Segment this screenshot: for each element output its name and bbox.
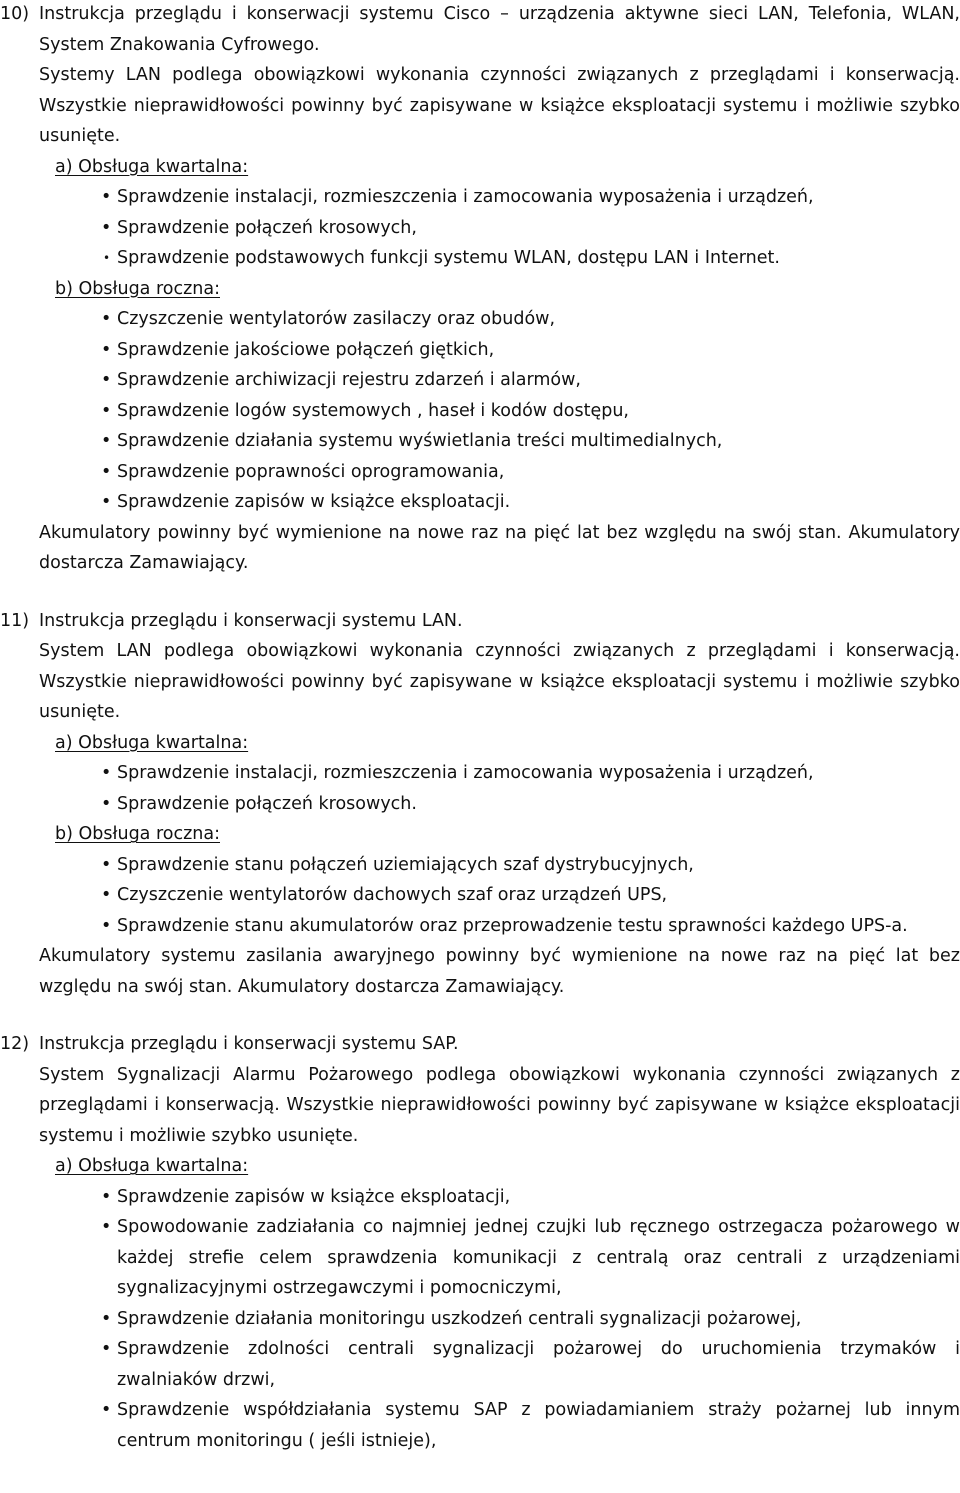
section-heading <box>0 1029 960 1060</box>
list-item: • Sprawdzenie logów systemowych , haseł i kodów dostępu, <box>0 396 960 427</box>
list-item: • Czyszczenie wentylatorów dachowych szaf oraz urządzeń UPS, <box>0 880 960 911</box>
list-item: • Sprawdzenie archiwizacji rejestru zdarzeń i alarmów, <box>0 365 960 396</box>
section-heading <box>0 606 960 637</box>
section-number: 10) <box>0 4 30 24</box>
annual-maintenance-label: b) Obsługa roczna: <box>55 824 220 844</box>
annual-maintenance-list <box>0 850 960 942</box>
section-heading <box>0 0 960 60</box>
section-10 <box>0 0 960 579</box>
list-item: • Sprawdzenie poprawności oprogramowania, <box>0 457 960 488</box>
list-item: • Sprawdzenie zdolności centrali sygnalizacji pożarowej do uruchomienia trzymaków i zwalniaków drzwi, <box>0 1334 960 1395</box>
list-item: • Sprawdzenie jakościowe połączeń giętkich, <box>0 335 960 366</box>
list-item: • Sprawdzenie zapisów w książce eksploatacji. <box>0 487 960 518</box>
section-title: Instrukcja przeglądu i konserwacji systemu LAN. <box>39 610 463 631</box>
section-intro: Systemy LAN podlega obowiązkowi wykonania czynności związanych z przeglądami i konserwacją. Wszystkie nieprawidłowości powinny być zapisywane w książce eksploatacji systemu i możliwie szybko usunięte. <box>39 65 960 146</box>
annual-maintenance-label: b) Obsługa roczna: <box>55 278 220 299</box>
list-item: • Sprawdzenie współdziałania systemu SAP z powiadamianiem straży pożarnej lub innym centrum monitoringu ( jeśli istnieje), <box>0 1395 960 1456</box>
list-item: • Sprawdzenie instalacji, rozmieszczenia i zamocowania wyposażenia i urządzeń, <box>0 182 960 213</box>
section-spacer <box>0 579 960 606</box>
quarterly-maintenance-list <box>0 182 960 274</box>
list-item: • Sprawdzenie stanu akumulatorów oraz przeprowadzenie testu sprawności każdego UPS-a. <box>0 911 960 942</box>
quarterly-maintenance-label: a) Obsługa kwartalna: <box>55 732 249 753</box>
section-11 <box>0 606 960 1003</box>
list-item: • Sprawdzenie działania systemu wyświetlania treści multimedialnych, <box>0 426 960 457</box>
section-number: 11) <box>0 610 30 631</box>
section-12 <box>0 1029 960 1456</box>
list-item: • Sprawdzenie działania monitoringu uszkodzeń centrali sygnalizacji pożarowej, <box>0 1304 960 1335</box>
section-spacer <box>0 1002 960 1029</box>
section-number: 12) <box>0 1034 30 1054</box>
quarterly-maintenance-label: a) Obsługa kwartalna: <box>55 1156 249 1176</box>
list-item: • Sprawdzenie podstawowych funkcji systemu WLAN, dostępu LAN i Internet. <box>0 243 960 274</box>
list-item: • Sprawdzenie zapisów w książce eksploatacji, <box>0 1182 960 1213</box>
list-item: • Czyszczenie wentylatorów zasilaczy oraz obudów, <box>0 304 960 335</box>
list-item: • Sprawdzenie połączeń krosowych. <box>0 789 960 820</box>
quarterly-maintenance-list <box>0 758 960 819</box>
section-title: Instrukcja przeglądu i konserwacji systemu SAP. <box>39 1034 459 1054</box>
list-item: • Sprawdzenie instalacji, rozmieszczenia i zamocowania wyposażenia i urządzeń, <box>0 758 960 789</box>
list-item: • Spowodowanie zadziałania co najmniej jednej czujki lub ręcznego ostrzegacza pożarowego w każdej strefie celem sprawdzenia komunikacji z centralą oraz centrali z urządzeniami sygnalizacyjnymi ostrzegawczymi i pomocniczymi, <box>0 1212 960 1304</box>
section-closing: Akumulatory powinny być wymienione na nowe raz na pięć lat bez względu na swój stan. Akumulatory dostarcza Zamawiający. <box>39 522 960 573</box>
section-intro: System LAN podlega obowiązkowi wykonania czynności związanych z przeglądami i konserwacją. Wszystkie nieprawidłowości powinny być zapisywane w książce eksploatacji systemu i możliwie szybko usunięte. <box>39 641 960 722</box>
section-closing: Akumulatory systemu zasilania awaryjnego powinny być wymienione na nowe raz na pięć lat bez względu na swój stan. Akumulatory dostarcza Zamawiający. <box>39 946 960 997</box>
annual-maintenance-list <box>0 304 960 518</box>
section-intro: System Sygnalizacji Alarmu Pożarowego podlega obowiązkowi wykonania czynności związanych z przeglądami i konserwacją. Wszystkie nieprawidłowości powinny być zapisywane w książce eksploatacji systemu i możliwie szybko usunięte. <box>39 1064 960 1146</box>
list-item: • Sprawdzenie stanu połączeń uziemiających szaf dystrybucyjnych, <box>0 850 960 881</box>
section-title: Instrukcja przeglądu i konserwacji systemu Cisco – urządzenia aktywne sieci LAN, Telefonia, WLAN, System Znakowania Cyfrowego. <box>39 4 960 55</box>
list-item: • Sprawdzenie połączeń krosowych, <box>0 213 960 244</box>
quarterly-maintenance-label: a) Obsługa kwartalna: <box>55 156 249 177</box>
quarterly-maintenance-list <box>0 1182 960 1457</box>
